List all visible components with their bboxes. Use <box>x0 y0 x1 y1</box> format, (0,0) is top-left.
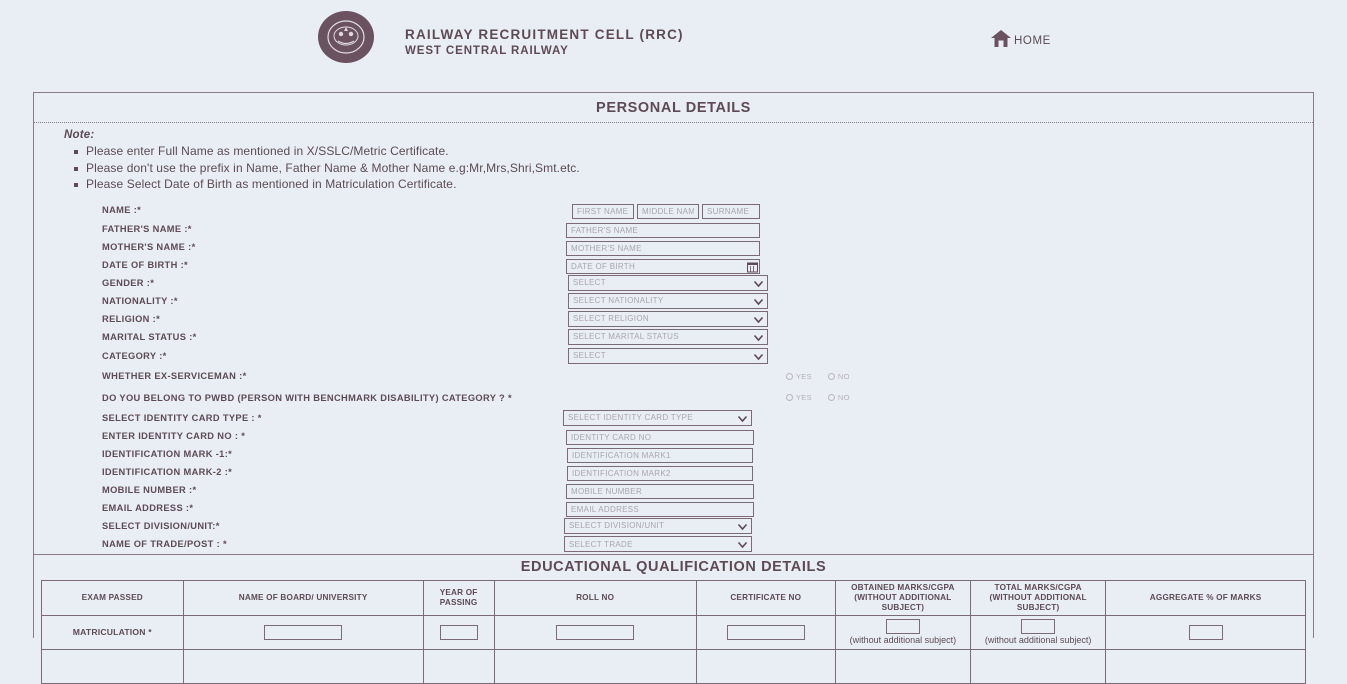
chevron-down-icon <box>738 415 747 421</box>
exserviceman-no-option[interactable] <box>828 372 850 381</box>
cell-obtained-marks <box>835 649 970 683</box>
cell-aggregate-percent <box>1106 649 1306 683</box>
year-of-passing-input[interactable] <box>440 625 478 640</box>
id-type-label: SELECT IDENTITY CARD TYPE : * <box>102 412 262 423</box>
cell-exam-passed: MATRICULATION * <box>42 615 184 649</box>
category-select-value: SELECT <box>573 351 606 360</box>
name-label: NAME :* <box>102 204 142 215</box>
cell-certificate-no <box>696 649 835 683</box>
exserviceman-label: WHETHER EX-SERVICEMAN :* <box>102 371 247 381</box>
email-label: EMAIL ADDRESS :* <box>102 502 194 513</box>
board-university-input[interactable] <box>264 625 342 640</box>
division-label: SELECT DIVISION/UNIT:* <box>102 520 220 531</box>
note-block <box>34 123 1313 196</box>
form-row-religion <box>34 310 1313 328</box>
radio-label-no: NO <box>837 371 850 381</box>
trade-select[interactable] <box>564 536 752 552</box>
col-certificate-no: CERTIFICATE NO <box>696 580 835 615</box>
cell-certificate-no <box>696 615 835 649</box>
form-row-mobile <box>34 481 1313 499</box>
religion-select[interactable] <box>568 311 768 327</box>
surname-input[interactable] <box>702 204 760 219</box>
gender-label: GENDER :* <box>102 277 155 288</box>
note-item: Please enter Full Name as mentioned in X/SSLC/Metric Certificate. <box>86 144 1313 160</box>
form-row-gender <box>34 274 1313 292</box>
col-board-university: NAME OF BOARD/ UNIVERSITY <box>183 580 423 615</box>
chevron-down-icon <box>754 280 763 286</box>
form-row-exserviceman <box>34 366 1313 387</box>
calendar-icon[interactable] <box>747 259 758 270</box>
chevron-down-icon <box>754 334 763 340</box>
chevron-down-icon <box>754 316 763 322</box>
pwbd-no-option[interactable] <box>828 393 850 402</box>
organization-title <box>405 26 684 59</box>
category-label: CATEGORY :* <box>102 350 167 361</box>
form-row-marital-status <box>34 328 1313 346</box>
identification-mark-1-label: IDENTIFICATION MARK -1:* <box>102 448 233 459</box>
gender-select-value: SELECT <box>573 278 606 287</box>
nationality-label: NATIONALITY :* <box>102 295 178 306</box>
cell-exam-passed <box>42 649 184 683</box>
cell-total-marks <box>971 649 1106 683</box>
nationality-select-value: SELECT NATIONALITY <box>573 296 664 305</box>
education-details-header <box>34 554 1313 580</box>
table-header-row <box>42 580 1306 615</box>
chevron-down-icon <box>754 353 763 359</box>
chevron-down-icon <box>754 298 763 304</box>
cell-year-of-passing <box>423 615 494 649</box>
total-marks-note: (without additional subject) <box>984 635 1092 645</box>
pwbd-yes-option[interactable] <box>786 393 812 402</box>
col-roll-no: ROLL NO <box>494 580 696 615</box>
col-obtained-marks: OBTAINED MARKS/CGPA (WITHOUT ADDITIONAL SUBJECT) <box>835 580 970 615</box>
education-table-wrap <box>34 580 1313 684</box>
page-header <box>0 0 1347 88</box>
note-item: Please don't use the prefix in Name, Father Name & Mother Name e.g:Mr,Mrs,Shri,Smt.etc. <box>86 161 1313 177</box>
dob-label: DATE OF BIRTH :* <box>102 259 188 270</box>
form-row-name <box>34 200 1313 220</box>
id-type-select[interactable] <box>563 410 752 426</box>
division-select[interactable] <box>564 518 752 534</box>
id-type-select-value: SELECT IDENTITY CARD TYPE <box>568 413 693 422</box>
pwbd-label: DO YOU BELONG TO PWBD (PERSON WITH BENCHMARK DISABILITY) CATEGORY ? * <box>102 392 512 403</box>
obtained-marks-note: (without additional subject) <box>849 635 957 645</box>
table-row <box>42 649 1306 683</box>
id-number-input[interactable] <box>566 430 754 445</box>
middle-name-input[interactable] <box>637 204 699 219</box>
exserviceman-yes-option[interactable] <box>786 372 812 381</box>
form-row-dob <box>34 256 1313 274</box>
form-row-pwbd <box>34 387 1313 409</box>
category-select[interactable] <box>568 348 768 364</box>
cell-board-university <box>183 649 423 683</box>
email-input[interactable] <box>566 502 754 517</box>
form-panel <box>33 92 1314 645</box>
mobile-input[interactable] <box>566 484 754 499</box>
cell-year-of-passing <box>423 649 494 683</box>
trade-label: NAME OF TRADE/POST : * <box>102 539 227 549</box>
form-row-id-number <box>34 427 1313 445</box>
table-row <box>42 615 1306 649</box>
note-title: Note: <box>64 129 95 141</box>
pwbd-radio-group <box>786 393 850 402</box>
chevron-down-icon <box>738 541 747 547</box>
id-number-label: ENTER IDENTITY CARD NO : * <box>102 430 246 441</box>
gender-select[interactable] <box>568 275 768 291</box>
org-name: RAILWAY RECRUITMENT CELL (RRC) <box>405 27 684 42</box>
org-subtitle: WEST CENTRAL RAILWAY <box>405 45 569 57</box>
marital-status-select[interactable] <box>568 329 768 345</box>
total-marks-input[interactable] <box>1021 619 1055 634</box>
education-details-title: EDUCATIONAL QUALIFICATION DETAILS <box>520 559 827 575</box>
identification-mark-1-input[interactable] <box>567 448 753 463</box>
note-list <box>64 144 1313 193</box>
identification-mark-2-label: IDENTIFICATION MARK-2 :* <box>102 466 233 477</box>
home-icon <box>990 28 1012 54</box>
marital-status-label: MARITAL STATUS :* <box>102 331 197 342</box>
form-row-father-name <box>34 220 1313 238</box>
col-exam-passed: EXAM PASSED <box>42 580 184 615</box>
obtained-marks-input[interactable] <box>886 619 920 634</box>
form-row-identification-mark-2 <box>34 463 1313 481</box>
certificate-no-input[interactable] <box>727 625 805 640</box>
personal-details-header <box>34 93 1313 123</box>
note-item: Please Select Date of Birth as mentioned in Matriculation Certificate. <box>86 177 1313 193</box>
chevron-down-icon <box>738 523 747 529</box>
col-aggregate-percent: AGGREGATE % OF MARKS <box>1106 580 1306 615</box>
col-total-marks: TOTAL MARKS/CGPA (WITHOUT ADDITIONAL SUBJECT) <box>971 580 1106 615</box>
radio-label-yes: YES <box>796 371 812 381</box>
radio-icon[interactable] <box>828 394 835 401</box>
radio-icon[interactable] <box>786 373 793 380</box>
cell-obtained-marks <box>835 615 970 649</box>
form-row-division <box>34 517 1313 535</box>
trade-select-value: SELECT TRADE <box>569 539 633 549</box>
home-label: HOME <box>1014 35 1051 47</box>
religion-select-value: SELECT RELIGION <box>573 314 649 323</box>
col-year-of-passing: YEAR OF PASSING <box>423 580 494 615</box>
form-row-nationality <box>34 292 1313 310</box>
form-row-email <box>34 499 1313 517</box>
mother-name-label: MOTHER'S NAME :* <box>102 241 196 252</box>
nationality-select[interactable] <box>568 293 768 309</box>
personal-details-form <box>34 196 1313 554</box>
aggregate-percent-input[interactable] <box>1189 625 1223 640</box>
exserviceman-radio-group <box>786 372 850 381</box>
form-row-identification-mark-1 <box>34 445 1313 463</box>
form-row-id-type <box>34 409 1313 427</box>
marital-status-select-value: SELECT MARITAL STATUS <box>573 332 679 341</box>
father-name-input[interactable] <box>566 223 760 238</box>
form-row-trade <box>34 535 1313 554</box>
education-table <box>41 580 1306 684</box>
mother-name-input[interactable] <box>566 241 760 256</box>
home-link[interactable] <box>990 28 1051 54</box>
railway-seal-icon <box>318 11 374 63</box>
cell-roll-no <box>494 615 696 649</box>
form-row-mother-name <box>34 238 1313 256</box>
radio-icon[interactable] <box>828 373 835 380</box>
first-name-input[interactable] <box>572 204 634 219</box>
identification-mark-2-input[interactable] <box>567 466 753 481</box>
cell-aggregate-percent <box>1106 615 1306 649</box>
father-name-label: FATHER'S NAME :* <box>102 223 192 234</box>
division-select-value: SELECT DIVISION/UNIT <box>569 521 665 530</box>
radio-label-yes: YES <box>796 393 812 402</box>
cell-roll-no <box>494 649 696 683</box>
religion-label: RELIGION :* <box>102 313 161 324</box>
mobile-label: MOBILE NUMBER :* <box>102 484 197 495</box>
form-row-category <box>34 346 1313 366</box>
personal-details-title: PERSONAL DETAILS <box>596 99 751 116</box>
dob-input[interactable] <box>566 259 760 274</box>
radio-icon[interactable] <box>786 394 793 401</box>
roll-no-input[interactable] <box>556 625 634 640</box>
cell-board-university <box>183 615 423 649</box>
radio-label-no: NO <box>837 393 850 402</box>
cell-total-marks <box>971 615 1106 649</box>
